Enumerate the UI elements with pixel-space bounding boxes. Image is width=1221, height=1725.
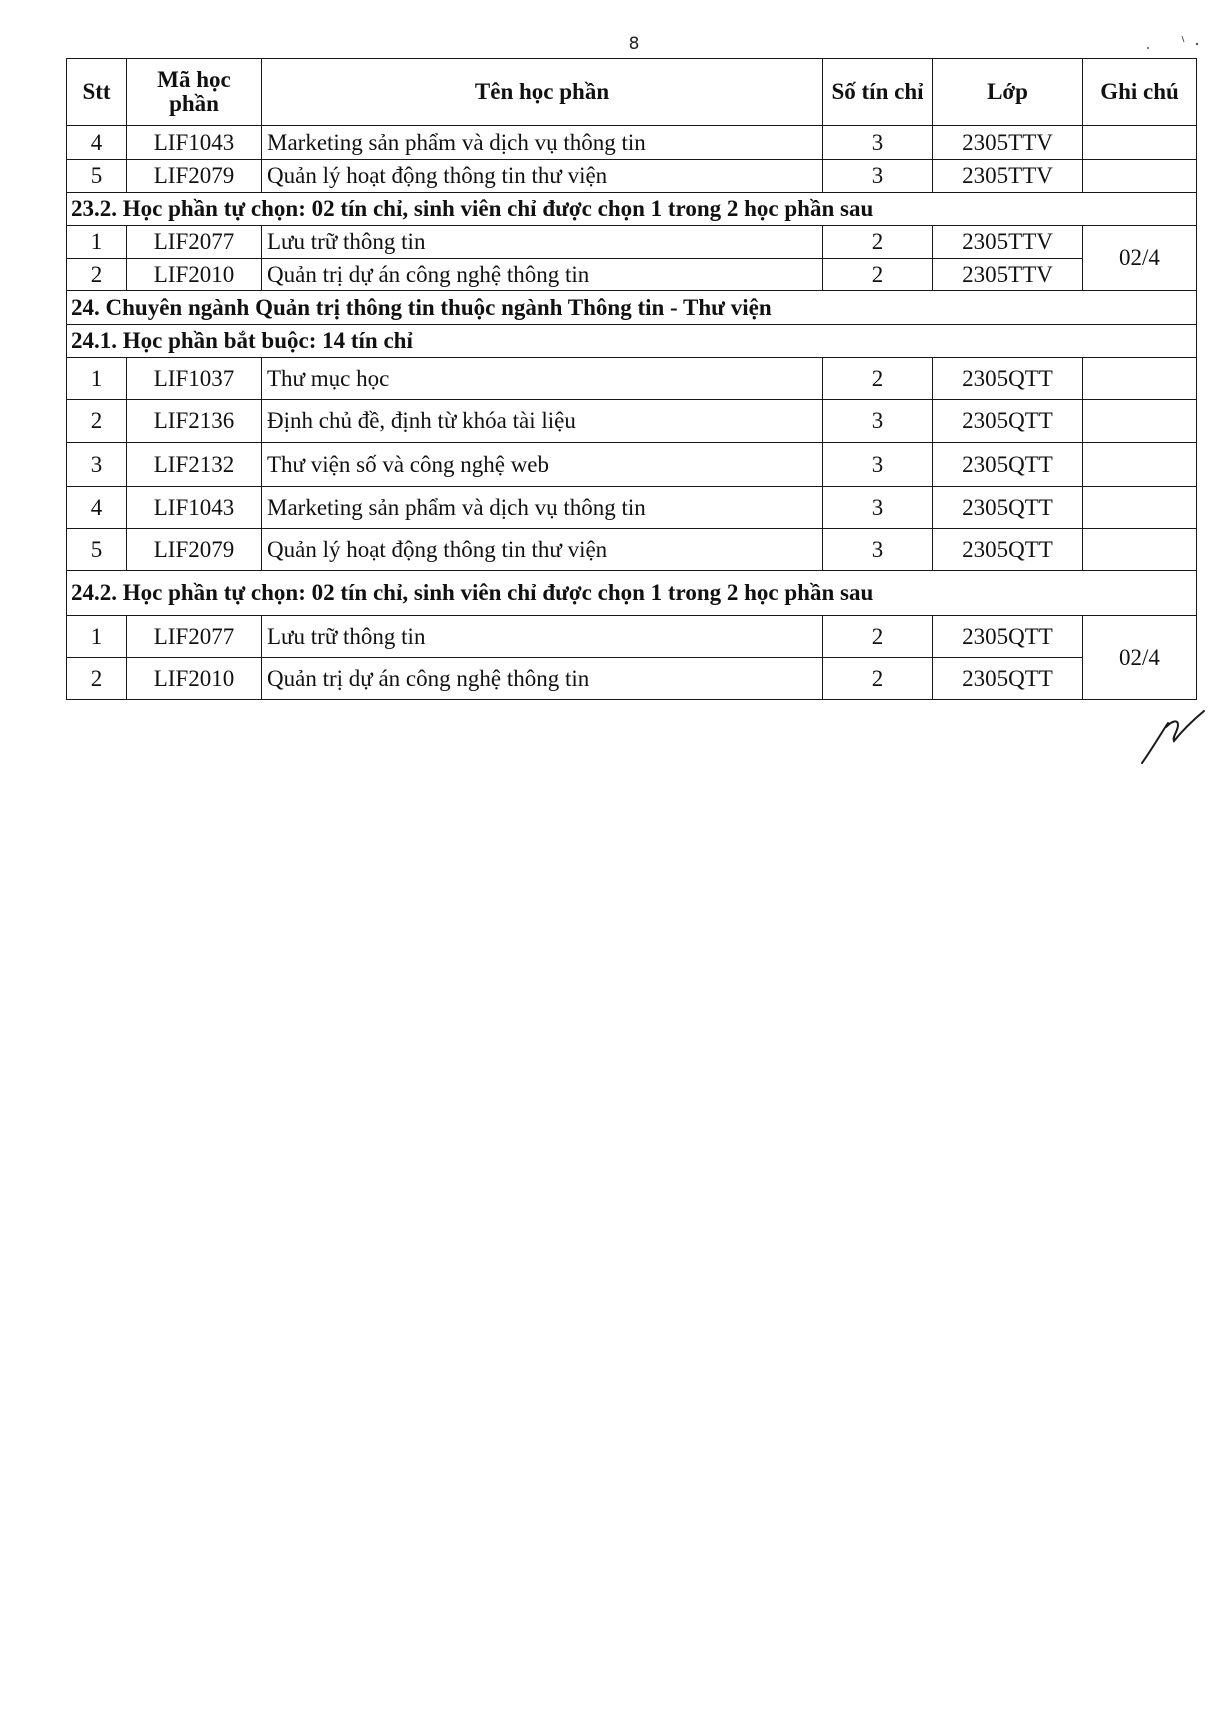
cell-credits: 3 [823, 400, 933, 443]
cell-class: 2305QTT [933, 529, 1083, 571]
cell-credits: 3 [823, 443, 933, 487]
header-ten-hoc-phan: Tên học phần [262, 59, 823, 126]
cell-stt: 2 [67, 259, 127, 291]
table-row [67, 487, 1197, 529]
cell-note [1083, 126, 1197, 160]
section-title: 23.2. Học phần tự chọn: 02 tín chỉ, sinh viên chỉ được chọn 1 trong 2 học phần sau [67, 193, 1197, 226]
scan-speck-marks [1140, 32, 1200, 52]
cell-stt: 2 [67, 658, 127, 700]
cell-credits: 3 [823, 529, 933, 571]
cell-credits: 2 [823, 358, 933, 400]
cell-note [1083, 487, 1197, 529]
cell-code: LIF2136 [127, 400, 262, 443]
table-row [67, 358, 1197, 400]
cell-code: LIF2079 [127, 160, 262, 193]
table-row [67, 658, 1197, 700]
signature-mark [1138, 705, 1208, 767]
header-ghi-chu: Ghi chú [1083, 59, 1197, 126]
cell-credits: 3 [823, 126, 933, 160]
page-number: 8 [628, 34, 640, 54]
cell-code: LIF1043 [127, 126, 262, 160]
cell-name: Định chủ đề, định từ khóa tài liệu [262, 400, 823, 443]
course-table [66, 58, 1197, 700]
cell-class: 2305QTT [933, 487, 1083, 529]
cell-code: LIF2132 [127, 443, 262, 487]
cell-credits: 2 [823, 226, 933, 259]
cell-stt: 1 [67, 616, 127, 658]
cell-class: 2305TTV [933, 259, 1083, 291]
section-heading-24-2 [67, 571, 1197, 616]
cell-class: 2305QTT [933, 443, 1083, 487]
cell-code: LIF2010 [127, 259, 262, 291]
cell-note [1083, 160, 1197, 193]
section-heading-24-1 [67, 325, 1197, 358]
cell-credits: 2 [823, 616, 933, 658]
cell-code: LIF1037 [127, 358, 262, 400]
cell-credits: 3 [823, 160, 933, 193]
cell-note [1083, 443, 1197, 487]
header-ma-hoc-phan: Mã học phần [127, 59, 262, 126]
section-heading-23-2 [67, 193, 1197, 226]
cell-note: 02/4 [1083, 616, 1197, 700]
cell-name: Quản trị dự án công nghệ thông tin [262, 658, 823, 700]
section-heading-24 [67, 291, 1197, 325]
table-row [67, 160, 1197, 193]
header-so-tin-chi: Số tín chỉ [823, 59, 933, 126]
cell-class: 2305QTT [933, 400, 1083, 443]
cell-credits: 2 [823, 259, 933, 291]
header-stt: Stt [67, 59, 127, 126]
cell-code: LIF2079 [127, 529, 262, 571]
table-row [67, 226, 1197, 259]
cell-credits: 2 [823, 658, 933, 700]
cell-stt: 1 [67, 226, 127, 259]
cell-stt: 5 [67, 160, 127, 193]
cell-code: LIF1043 [127, 487, 262, 529]
table-row [67, 616, 1197, 658]
cell-name: Thư mục học [262, 358, 823, 400]
cell-name: Thư viện số và công nghệ web [262, 443, 823, 487]
cell-class: 2305TTV [933, 126, 1083, 160]
cell-class: 2305TTV [933, 226, 1083, 259]
cell-class: 2305QTT [933, 616, 1083, 658]
cell-name: Quản trị dự án công nghệ thông tin [262, 259, 823, 291]
cell-name: Lưu trữ thông tin [262, 226, 823, 259]
header-row [67, 59, 1197, 126]
table-row [67, 529, 1197, 571]
cell-class: 2305QTT [933, 358, 1083, 400]
cell-name: Marketing sản phẩm và dịch vụ thông tin [262, 126, 823, 160]
cell-stt: 3 [67, 443, 127, 487]
cell-note [1083, 400, 1197, 443]
cell-note: 02/4 [1083, 226, 1197, 291]
table-row [67, 259, 1197, 291]
cell-stt: 4 [67, 126, 127, 160]
cell-code: LIF2077 [127, 226, 262, 259]
cell-credits: 3 [823, 487, 933, 529]
cell-stt: 2 [67, 400, 127, 443]
cell-stt: 5 [67, 529, 127, 571]
cell-note [1083, 358, 1197, 400]
cell-stt: 4 [67, 487, 127, 529]
cell-name: Lưu trữ thông tin [262, 616, 823, 658]
section-title: 24.2. Học phần tự chọn: 02 tín chỉ, sinh viên chỉ được chọn 1 trong 2 học phần sau [67, 571, 1197, 616]
table-row [67, 443, 1197, 487]
cell-code: LIF2077 [127, 616, 262, 658]
cell-class: 2305QTT [933, 658, 1083, 700]
cell-code: LIF2010 [127, 658, 262, 700]
cell-stt: 1 [67, 358, 127, 400]
cell-name: Quản lý hoạt động thông tin thư viện [262, 160, 823, 193]
header-lop: Lớp [933, 59, 1083, 126]
cell-class: 2305TTV [933, 160, 1083, 193]
table-row [67, 126, 1197, 160]
cell-name: Quản lý hoạt động thông tin thư viện [262, 529, 823, 571]
cell-name: Marketing sản phẩm và dịch vụ thông tin [262, 487, 823, 529]
section-title: 24.1. Học phần bắt buộc: 14 tín chỉ [67, 325, 1197, 358]
section-title: 24. Chuyên ngành Quản trị thông tin thuộc ngành Thông tin - Thư viện [67, 291, 1197, 325]
cell-note [1083, 529, 1197, 571]
table-row [67, 400, 1197, 443]
